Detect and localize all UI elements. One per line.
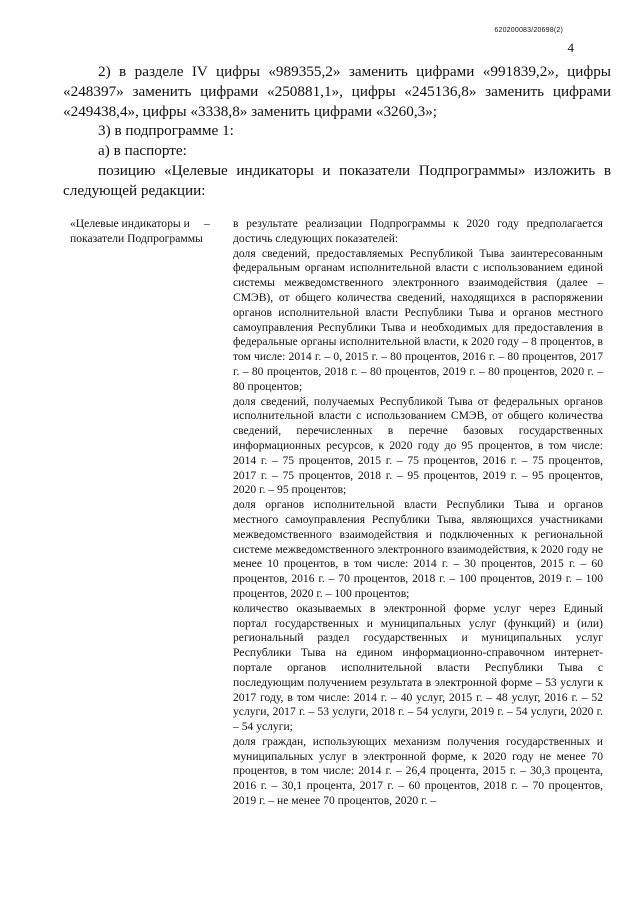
indicator-authorities-connected: доля органов исполнительной власти Республики Тыва и органов местного самоуправления Республики Тыва, являющихся участниками межведомственного взаимодействия и подключенных к региональной системе межведомственного электронного взаимодействия, к 2020 году не менее 10 процентов, в том числе: 2014 г. – 30 процентов, 2015 г. – 60 процентов, 2016 г. – 70 процентов, 2018 г. – 100 процентов, 2019 г. – 100 процентов, 2020 г. – 100 процентов; [233, 498, 603, 600]
indicator-citizens-share: доля граждан, использующих механизм получения государственных и муниципальных услуг в электронной форме, к 2020 году не менее 70 процентов, в том числе: 2014 г. – 26,4 процента, 2015 г. – 30,3 процента, 2016 г. – 30,1 процента, 2017 г. – 60 процентов, 2018 г. – 70 процентов, 2019 г. – не менее 70 процентов, 2020 г. – [233, 734, 603, 808]
amendment-text [63, 62, 611, 201]
indicator-electronic-services: количество оказываемых в электронной форме услуг через Единый портал государственных и муниципальных услуг (функций) и (или) региональный раздел государственных и муниципальных услуг Республики Тыва на едином информационно-справочном интернет-портале органов исполнительной власти Республики Тыва с последующим получением результата в электронной форме – 53 услуги к 2017 году, в том числе: 2014 г. – 40 услуг, 2015 г. – 48 услуг, 2016 г. – 52 услуги, 2017 г. – 53 услуги, 2018 г. – 54 услуги, 2019 г. – 54 услуги, 2020 г. – 54 услуги; [233, 601, 603, 734]
document-code: 620200083/20698(2) [494, 27, 563, 34]
paragraph-passport: а) в паспорте: [98, 142, 187, 160]
page-number: 4 [567, 40, 574, 55]
passport-indicators-text [233, 217, 603, 809]
paragraph-position: позицию «Целевые индикаторы и показатели Подпрограммы» изложить в следующей редакции: [63, 161, 611, 199]
passport-dash: – [204, 217, 210, 230]
indicators-intro: в результате реализации Подпрограммы к 2020 году предполагается достичь следующих показателей: [233, 217, 603, 245]
paragraph-section-iv: 2) в разделе IV цифры «989355,2» заменить цифрами «991839,2», цифры «248397» заменить цифрами «250881,1», цифры «245136,8» заменить цифрами «249438,4», цифры «3338,8» заменить цифрами «3260,3»; [63, 63, 611, 120]
indicator-smev-received: доля сведений, получаемых Республикой Тыва от федеральных органов исполнительной власти с использованием СМЭВ, от общего количества сведений, перечисленных в перечне базовых государственных информационных ресурсов, к 2020 году до 95 процентов, в том числе: 2014 г. – 75 процентов, 2015 г. – 75 процентов, 2016 г. – 75 процентов, 2017 г. – 75 процентов, 2018 г. – 95 процентов, 2019 г. – 95 процентов, 2020 г. – 95 процентов; [233, 394, 603, 497]
indicator-smev-provided: доля сведений, предоставляемых Республикой Тыва заинтересованным федеральным органам исполнительной власти с использованием единой системы межведомственного электронного взаимодействия (далее – СМЭВ), от общего количества сведений, находящихся в распоряжении органов исполнительной власти Республики Тыва и органов местного самоуправления Республики Тыва и необходимых для предоставления в федеральные органы исполнительной власти, к 2020 году – 8 процентов, в том числе: 2014 г. – 0, 2015 г. – 80 процентов, 2016 г. – 80 процентов, 2017 г. – 80 процентов, 2018 г. – 80 процентов, 2019 г. – 80 процентов, 2020 г. – 80 процентов; [233, 246, 603, 393]
passport-position-label: «Целевые индикаторы и показатели Подпрограммы [70, 217, 203, 245]
paragraph-subprogram-1: 3) в подпрограмме 1: [98, 122, 234, 140]
